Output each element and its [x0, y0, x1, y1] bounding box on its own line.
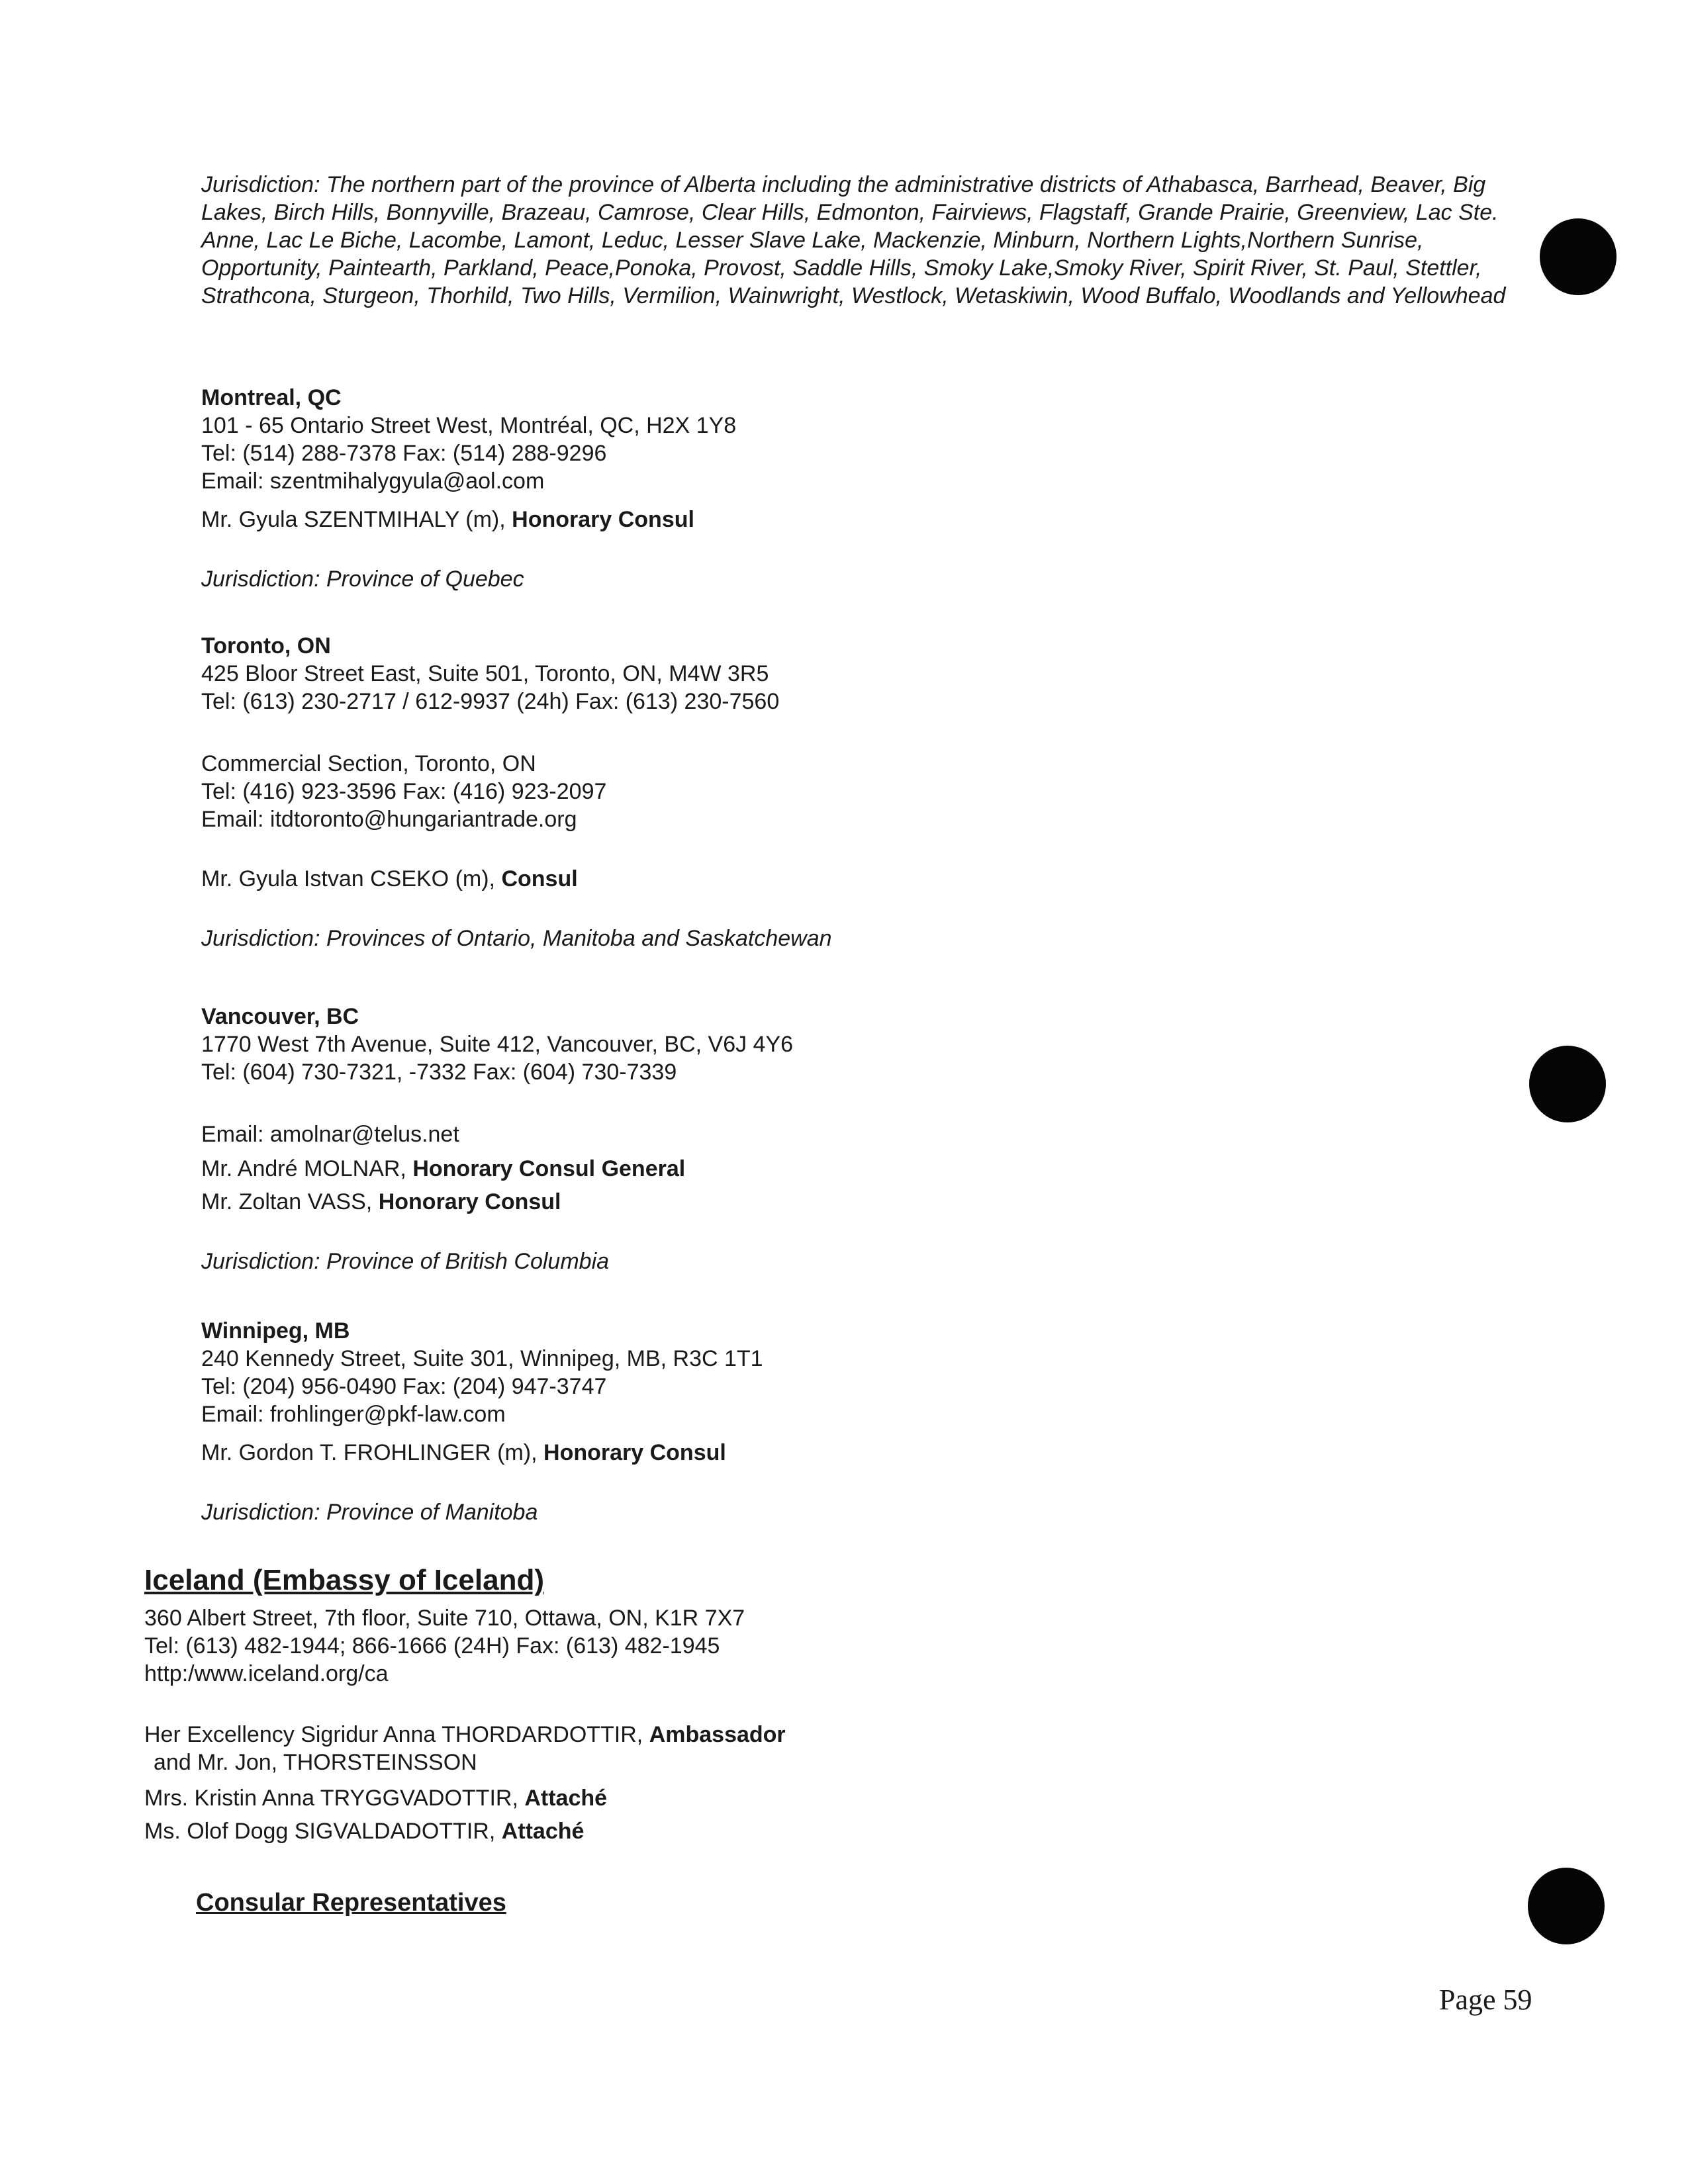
official-name: Mr. Gyula Istvan CSEKO (m), — [201, 866, 495, 891]
official-title: Honorary Consul — [378, 1189, 561, 1214]
jurisdiction-text: Province of Manitoba — [326, 1500, 538, 1525]
address: 101 - 65 Ontario Street West, Montréal, QC, H2X 1Y8 — [201, 413, 737, 438]
ambassador — [144, 1721, 1455, 1749]
jurisdiction-label: Jurisdiction: — [201, 172, 320, 197]
consulate-montreal — [201, 384, 1512, 593]
binder-hole-middle — [1529, 1046, 1606, 1122]
official-name: Mr. Zoltan VASS, — [201, 1189, 373, 1214]
address: 425 Bloor Street East, Suite 501, Toronto, ON, M4W 3R5 — [201, 661, 769, 686]
jurisdiction-text: Province of Quebec — [326, 567, 524, 592]
jurisdiction — [201, 565, 1512, 593]
jurisdiction-text: Provinces of Ontario, Manitoba and Saskatchewan — [326, 926, 832, 951]
jurisdiction-label: Jurisdiction: — [201, 567, 320, 592]
embassy-iceland — [144, 1604, 1455, 1845]
official — [201, 1439, 1512, 1467]
jurisdiction-text: Province of British Columbia — [326, 1249, 610, 1274]
official-title: Attaché — [524, 1786, 608, 1811]
city-heading: Montreal, QC — [201, 385, 342, 410]
jurisdiction — [201, 1248, 1512, 1275]
jurisdiction-label: Jurisdiction: — [201, 1500, 320, 1525]
official-title: Ambassador — [649, 1722, 786, 1747]
commercial-phone-fax: Tel: (416) 923-3596 Fax: (416) 923-2097 — [201, 779, 607, 804]
phone-fax: Tel: (613) 230-2717 / 612-9937 (24h) Fax: (613) 230-7560 — [201, 689, 780, 714]
commercial-email: Email: itdtoronto@hungariantrade.org — [201, 807, 577, 832]
phone-fax: Tel: (204) 956-0490 Fax: (204) 947-3747 — [201, 1374, 607, 1399]
email: Email: frohlinger@pkf-law.com — [201, 1402, 506, 1427]
official-name: Mr. André MOLNAR, — [201, 1156, 406, 1181]
official-title: Attaché — [501, 1819, 585, 1844]
consulate-winnipeg — [201, 1317, 1512, 1526]
official-title: Consul — [501, 866, 578, 891]
jurisdiction — [201, 1498, 1512, 1526]
jurisdiction-text: The northern part of the province of Alberta including the administrative districts of Athabasca, Barrhead, Beaver, Big Lakes, Birch Hills, Bonnyville, Brazeau, Camrose, Clear Hills, Edmonton, Fairviews, Flagstaff, Grande Prairie, Greenview, Lac Ste. Anne, Lac Le Biche, Lacombe, Lamont, Leduc, Lesser Slave Lake, Mackenzie, Minburn, Northern Lights,Northern Sunrise, Opportunity, Paintearth, Parkland, Peace,Ponoka, Provost, Saddle Hills, Smoky Lake,Smoky River, Spirit River, St. Paul, Stettler, Strathcona, Sturgeon, Thorhild, Two Hills, Vermilion, Wainwright, Westlock, Wetaskiwin, Wood Buffalo, Woodlands and Yellowhead — [201, 172, 1506, 308]
consulate-vancouver — [201, 1003, 1512, 1275]
official — [201, 1188, 1512, 1216]
page-number: Page 59 — [1439, 1983, 1532, 2016]
jurisdiction-label: Jurisdiction: — [201, 1249, 320, 1274]
consular-representatives-heading: Consular Representatives — [196, 1889, 506, 1917]
phone-fax: Tel: (604) 730-7321, -7332 Fax: (604) 730-7339 — [201, 1060, 677, 1085]
binder-hole-bottom — [1528, 1868, 1605, 1944]
official — [201, 865, 1512, 893]
official-name: Mr. Gordon T. FROHLINGER (m), — [201, 1440, 538, 1465]
website-link[interactable]: http:/www.iceland.org/ca — [144, 1661, 389, 1686]
address: 240 Kennedy Street, Suite 301, Winnipeg, MB, R3C 1T1 — [201, 1346, 763, 1371]
consulate-toronto — [201, 632, 1512, 952]
official — [144, 1817, 1455, 1845]
official-name: Mr. Gyula SZENTMIHALY (m), — [201, 507, 506, 532]
official-name: Mrs. Kristin Anna TRYGGVADOTTIR, — [144, 1786, 518, 1811]
alberta-jurisdiction — [201, 171, 1512, 310]
official-title: Honorary Consul — [512, 507, 694, 532]
commercial-section: Commercial Section, Toronto, ON — [201, 751, 536, 776]
official — [144, 1784, 1455, 1812]
jurisdiction — [201, 925, 1512, 952]
country-heading-iceland: Iceland (Embassy of Iceland) — [144, 1564, 544, 1596]
official-title: Honorary Consul — [543, 1440, 726, 1465]
official-title: Honorary Consul General — [412, 1156, 686, 1181]
jurisdiction-label: Jurisdiction: — [201, 926, 320, 951]
city-heading: Vancouver, BC — [201, 1004, 359, 1029]
phone-fax: Tel: (613) 482-1944; 866-1666 (24H) Fax: (613) 482-1945 — [144, 1633, 720, 1659]
phone-fax: Tel: (514) 288-7378 Fax: (514) 288-9296 — [201, 441, 607, 466]
binder-hole-top — [1540, 218, 1617, 295]
official — [201, 506, 1512, 533]
ambassador-spouse: and Mr. Jon, THORSTEINSSON — [154, 1750, 477, 1775]
email: Email: szentmihalygyula@aol.com — [201, 469, 545, 494]
official-name: Ms. Olof Dogg SIGVALDADOTTIR, — [144, 1819, 496, 1844]
city-heading: Winnipeg, MB — [201, 1318, 350, 1343]
address: 360 Albert Street, 7th floor, Suite 710, Ottawa, ON, K1R 7X7 — [144, 1606, 745, 1631]
official-name: Her Excellency Sigridur Anna THORDARDOTTIR, — [144, 1722, 643, 1747]
address: 1770 West 7th Avenue, Suite 412, Vancouver, BC, V6J 4Y6 — [201, 1032, 794, 1057]
official — [201, 1155, 1512, 1183]
email: Email: amolnar@telus.net — [201, 1122, 459, 1147]
city-heading: Toronto, ON — [201, 633, 331, 659]
